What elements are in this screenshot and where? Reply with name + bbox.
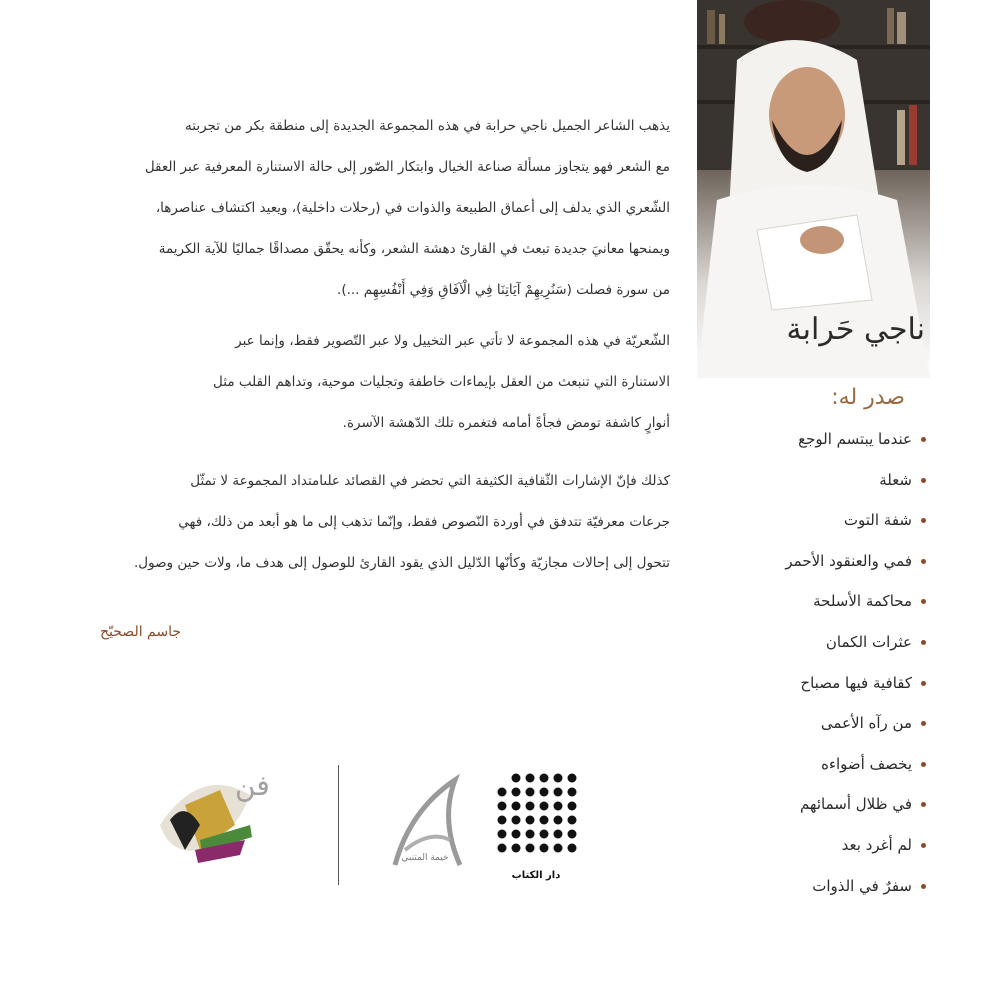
logo-dot [568,844,577,853]
text-line: الشّعري الذي يدلف إلى أعماق الطبيعة والذوات في (رحلات داخلية)، ويعيد اكتشاف عناصرها، [155,200,670,216]
logo-dot [554,774,563,783]
text-line: مع الشعر فهو يتجاوز مسألة صناعة الخيال وابتكار الصّور إلى حالة الاستنارة المعرفية عبر العقل [144,159,670,175]
text-line: الاستنارة التي تنبعث من العقل بإيماءات خاطفة وتجليات موحية، وتداهم القلب مثل [213,374,670,390]
logo-dot [512,844,521,853]
art-logo-icon [140,755,270,890]
khayma-logo [380,770,470,880]
logo-dot [554,816,563,825]
logo-dot [526,774,535,783]
bullet-icon [921,721,926,726]
logo-dot [568,788,577,797]
logo-dot [554,788,563,797]
logo-dot [526,788,535,797]
logo-dot [512,774,521,783]
book-title: في ظلال أسمائهم [799,795,912,814]
dots-grid-icon [494,770,579,870]
bullet-icon [921,478,926,483]
logo-dot [526,844,535,853]
logo-dot [498,802,507,811]
text-line: أنوارٍ كاشفة تومض فجأةً أمامه فتغمره تلك الدّهشة الآسرة. [342,415,670,431]
intro-paragraph-1 [95,112,670,317]
bullet-icon [921,599,926,604]
logo-dot [512,830,521,839]
logo-dot [540,816,549,825]
bullet-icon [921,802,926,807]
logo-dot [568,830,577,839]
book-title: عثرات الكمان [825,632,912,651]
bibliography-heading: صدر له: [831,385,905,410]
book-title: كقافية فيها مصباح [800,673,912,692]
logo-dot [512,802,521,811]
text-line: كذلك فإنّ الإشارات الثّقافية الكثيفة التي تحضر في القصائد علىامتداد المجموعة لا تمثّل [190,473,670,489]
logo-dot [540,802,549,811]
book-title: لم أغرد بعد [841,835,912,854]
logo-dot [568,802,577,811]
text-line: تتحول إلى إحالات مجازيّة وكأنّها الدّليل الذي يقود القارئ للوصول إلى هدف ما، ولات حين وصول. [134,555,670,571]
list-item [692,875,912,916]
khayma-logo-icon [380,770,470,880]
list-item [692,753,912,794]
book-title: فمي والعنقود الأحمر [785,551,912,570]
book-title: محاكمة الأسلحة [813,592,912,611]
bullet-icon [921,884,926,889]
logo-dot [512,816,521,825]
bullet-icon [921,437,926,442]
logo-divider [338,765,339,885]
logo-dot [540,788,549,797]
list-item [692,428,912,469]
logo-dot [568,816,577,825]
logo-dot [498,830,507,839]
text-line: الشّعريّة في هذه المجموعة لا تأتي عبر التخييل ولا عبر التّصوير فقط، وإنما عبر [235,333,670,349]
book-title: شعلة [879,470,912,489]
intro-paragraph-3 [95,467,670,590]
author-name: ناجي حَرابة [786,312,925,347]
logo-dot [512,788,521,797]
book-title: سفرٌ في الذوات [812,876,912,895]
list-item [692,469,912,510]
list-item [692,509,912,550]
intro-paragraph-2 [95,327,670,450]
book-title: يخصف أضواءه [821,754,912,773]
text-line: جرعات معرفيّة تتدفق في أوردة النّصوص فقط، وإنّما تذهب إلى ما هو أبعد من ذلك، فهي [178,514,670,530]
logo-dot [526,802,535,811]
khayma-logo-text: خيمة المتنبي [401,853,449,863]
bullet-icon [921,559,926,564]
logo-dot [540,844,549,853]
logo-dot [540,830,549,839]
logo-dot [526,830,535,839]
logo-dot [526,816,535,825]
logo-dot [554,844,563,853]
list-item [692,590,912,631]
book-title: شفة التوت [843,511,912,530]
logo-dot [540,774,549,783]
logo-dot [498,844,507,853]
art-logo [140,755,270,890]
logo-dot [554,830,563,839]
logo-dot [498,816,507,825]
publisher-label: دار الكتاب [511,870,561,881]
list-item [692,631,912,672]
bibliography-list [692,428,912,915]
logo-dot [554,802,563,811]
list-item [692,834,912,875]
list-item [692,672,912,713]
art-logo-text: فن [235,769,270,802]
book-title: من رآه الأعمى [820,714,912,733]
logo-dot [498,788,507,797]
bullet-icon [921,762,926,767]
bullet-icon [921,681,926,686]
text-line: ويمنحها معانيَ جديدة تبعث في القارئ دهشة الشعر، وكأنه يحقّق مصداقًا جماليًا للآية الكريمة [158,241,670,257]
list-item [692,712,912,753]
bullet-icon [921,640,926,645]
text-line: يذهب الشاعر الجميل ناجي حرابة في هذه المجموعة الجديدة إلى منطقة بكر من تجربته [185,118,670,134]
book-title: عندما يبتسم الوجع [798,430,912,448]
list-item [692,550,912,591]
bullet-icon [921,843,926,848]
list-item [692,793,912,834]
bullet-icon [921,518,926,523]
text-line: من سورة فصلت (سَنُرِيهِمْ آيَاتِنَا فِي الْآفَاقِ وَفِي أَنْفُسِهِم ...). [337,282,670,298]
signature: جاسم الصحيّح [100,624,182,640]
logo-dot [568,774,577,783]
